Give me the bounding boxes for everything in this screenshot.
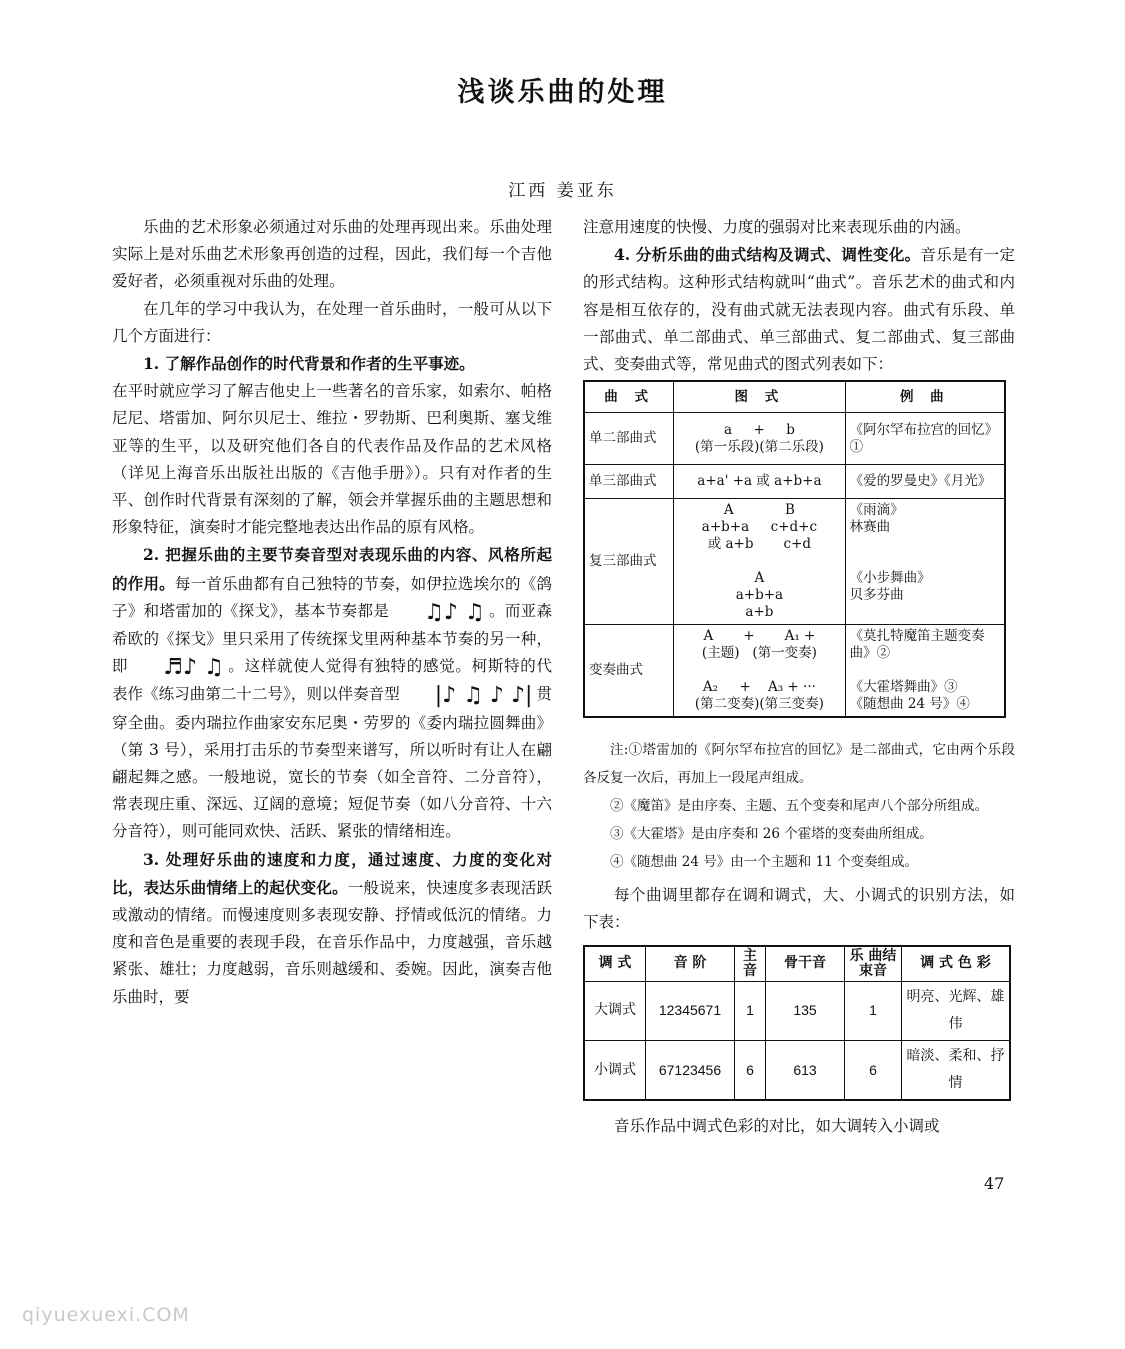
cell-diagram: a + b (第一乐段)(第二乐段) bbox=[674, 413, 845, 465]
form-structure-table bbox=[583, 380, 1006, 718]
cell: 67123456 bbox=[646, 1041, 735, 1101]
cell: 6 bbox=[845, 1041, 902, 1101]
cell-form: 复三部曲式 bbox=[584, 499, 674, 625]
section-2-text-c: 。这样就使人觉得有独特的感觉。柯斯特的代表作《练习曲第二十二号》，则以伴奏音型 bbox=[112, 657, 552, 704]
rhythm-notation-2: ♬♪ ♫ bbox=[163, 655, 224, 681]
section-2-text-a: 每一首乐曲都有自己独特的节奏，如伊拉选埃尔的《鸽子》和塔雷加的《探戈》，基本节奏都是 bbox=[112, 574, 552, 620]
cell: 明亮、光辉、雄伟 bbox=[902, 981, 1011, 1040]
cell: 1 bbox=[845, 981, 902, 1040]
header-mode: 调 式 bbox=[584, 946, 646, 982]
header-mode-color: 调 式 色 彩 bbox=[902, 946, 1011, 982]
table-row bbox=[584, 499, 1005, 625]
cell: 小调式 bbox=[584, 1041, 646, 1101]
cell: 135 bbox=[766, 981, 845, 1040]
cell: 12345671 bbox=[646, 981, 735, 1040]
page-number: 47 bbox=[984, 1174, 1005, 1193]
paragraph-continued: 注意用速度的快慢、力度的强弱对比来表现乐曲的内涵。 bbox=[583, 218, 971, 236]
paragraph-modes: 每个曲调里都存在调和调式，大、小调式的识别方法，如下表： bbox=[583, 886, 1015, 932]
section-2-heading: 2. 把握乐曲的主要节奏音型对表现乐曲的内容、风格所起的作用。 bbox=[112, 545, 552, 593]
rhythm-notation-3: |♪ ♫ ♪ ♪| bbox=[434, 683, 533, 709]
section-3-body: 一般说来，快速度多表现活跃或激动的情绪。而慢速度则多表现安静、抒情或低沉的情绪。力度和音色是重要的表现手段，在音乐作品中，力度越强，音乐越紧张、雄壮；力度越弱，音乐则越缓和、委婉。因此，演奏吉他乐曲时，要 bbox=[112, 878, 552, 1006]
right-column bbox=[583, 214, 1015, 1141]
cell: 大调式 bbox=[584, 981, 646, 1040]
header-core-notes: 骨干音 bbox=[766, 946, 845, 982]
section-2 bbox=[112, 541, 552, 845]
header-scale: 音 阶 bbox=[646, 946, 735, 982]
table-row bbox=[584, 465, 1005, 499]
section-4 bbox=[583, 241, 1015, 378]
section-2-text-b: 。而亚森希欧的《探戈》里只采用了传统探戈里两种基本节奏的另一种，即 bbox=[112, 601, 552, 676]
cell-diagram: A + A₁ + (主题) (第一变奏) A₂ + A₃ + ··· (第二变奏)(第三变奏) bbox=[674, 625, 845, 718]
cell-diagram: a+a' +a 或 a+b+a bbox=[674, 465, 845, 499]
header-example: 例 曲 bbox=[845, 381, 1005, 413]
mode-table bbox=[583, 945, 1011, 1102]
section-1-body: 在平时就应学习了解吉他史上一些著名的音乐家，如索尔、帕格尼尼、塔雷加、阿尔贝尼士、维拉・罗勃斯、巴利奥斯、塞戈维亚等的生平，以及研究他们各自的代表作品及作品的艺术风格（详见上海音乐出版社出版的《吉他手册》）。只有对作者的生平、创作时代背景有深刻的了解，领会并掌握乐曲的主题思想和形象特征，演奏时才能完整地表达出作品的原有风格。 bbox=[112, 382, 552, 537]
table-row bbox=[584, 413, 1005, 465]
header-ending-note: 乐 曲结束音 bbox=[845, 946, 902, 982]
cell-form: 单三部曲式 bbox=[584, 465, 674, 499]
section-2-text-d: 贯穿全曲。委内瑞拉作曲家安东尼奥・劳罗的《委内瑞拉圆舞曲》（第 3 号），采用打击乐的节奏型来谱写，所以听时有让人在翩翩起舞之感。一般地说，宽长的节奏（如全音符、二分音符），常表现庄重、深远、辽阔的意境；短促节奏（如八分音符、十六分音符），则可能同欢快、活跃、紧张的情绪相连。 bbox=[112, 685, 552, 841]
footnote-1: 注:①塔雷加的《阿尔罕布拉宫的回忆》是二部曲式，它由两个乐段各反复一次后，再加上一段尾声组成。 bbox=[583, 742, 1015, 787]
table-row bbox=[584, 981, 1010, 1040]
header-tonic: 主音 bbox=[735, 946, 766, 982]
page-title: 浅谈乐曲的处理 bbox=[457, 77, 668, 108]
watermark: qiyuexuexi.COM bbox=[22, 1304, 190, 1326]
section-1-heading: 1. 了解作品创作的时代背景和作者的生平事迹。 bbox=[143, 354, 475, 374]
cell-example: 《雨滴》 林赛曲 《小步舞曲》 贝多芬曲 bbox=[845, 499, 1005, 625]
cell: 暗淡、柔和、抒情 bbox=[902, 1041, 1011, 1101]
table-row bbox=[584, 625, 1005, 718]
left-column bbox=[112, 214, 552, 1011]
footnote-4: ④《随想曲 24 号》由一个主题和 11 个变奏组成。 bbox=[610, 854, 919, 871]
section-3 bbox=[112, 846, 552, 1011]
cell-example: 《阿尔罕布拉宫的回忆》① bbox=[845, 413, 1005, 465]
paragraph-last: 音乐作品中调式色彩的对比，如大调转入小调或 bbox=[614, 1117, 940, 1136]
cell-form: 变奏曲式 bbox=[584, 625, 674, 718]
paragraph-intro: 乐曲的艺术形象必须通过对乐曲的处理再现出来。乐曲处理实际上是对乐曲艺术形象再创造的过程，因此，我们每一个吉他爱好者，必须重视对乐曲的处理。 bbox=[112, 218, 552, 291]
section-3-heading: 3. 处理好乐曲的速度和力度，通过速度、力度的变化对比，表达乐曲情绪上的起伏变化。 bbox=[112, 849, 552, 897]
author-line: 江西 姜亚东 bbox=[508, 181, 617, 201]
cell-form: 单二部曲式 bbox=[584, 413, 674, 465]
footnotes bbox=[583, 736, 1015, 876]
header-diagram: 图 式 bbox=[674, 381, 845, 413]
table-header-row bbox=[584, 946, 1010, 982]
rhythm-notation-1: ♫♪ ♫ bbox=[424, 599, 485, 625]
cell-example: 《爱的罗曼史》《月光》 bbox=[845, 465, 1005, 499]
cell-example: 《莫扎特魔笛主题变奏曲》② 《大霍塔舞曲》③ 《随想曲 24 号》④ bbox=[845, 625, 1005, 718]
cell: 6 bbox=[735, 1041, 766, 1101]
table-header-row bbox=[584, 381, 1005, 413]
footnote-3: ③《大霍塔》是由序奏和 26 个霍塔的变奏曲所组成。 bbox=[610, 826, 933, 843]
section-4-heading: 4. 分析乐曲的曲式结构及调式、调性变化。 bbox=[614, 245, 921, 265]
paragraph-approach: 在几年的学习中我认为，在处理一首乐曲时，一般可从以下几个方面进行： bbox=[112, 299, 552, 345]
header-form: 曲 式 bbox=[584, 381, 674, 413]
section-1 bbox=[112, 350, 552, 378]
footnote-2: ②《魔笛》是由序奏、主题、五个变奏和尾声八个部分所组成。 bbox=[610, 798, 988, 815]
table-row bbox=[584, 1041, 1010, 1101]
section-4-body: 音乐是有一定的形式结构。这种形式结构就叫“曲式”。音乐艺术的曲式和内容是相互依存的，没有曲式就无法表现内容。曲式有乐段、单一部曲式、单二部曲式、单三部曲式、复二部曲式、复三部曲式、变奏曲式等，常见曲式的图式列表如下： bbox=[583, 246, 1015, 374]
cell-diagram: A B a+b+a c+d+c 或 a+b c+d A a+b+a a+b bbox=[674, 499, 845, 625]
cell: 1 bbox=[735, 981, 766, 1040]
cell: 613 bbox=[766, 1041, 845, 1101]
